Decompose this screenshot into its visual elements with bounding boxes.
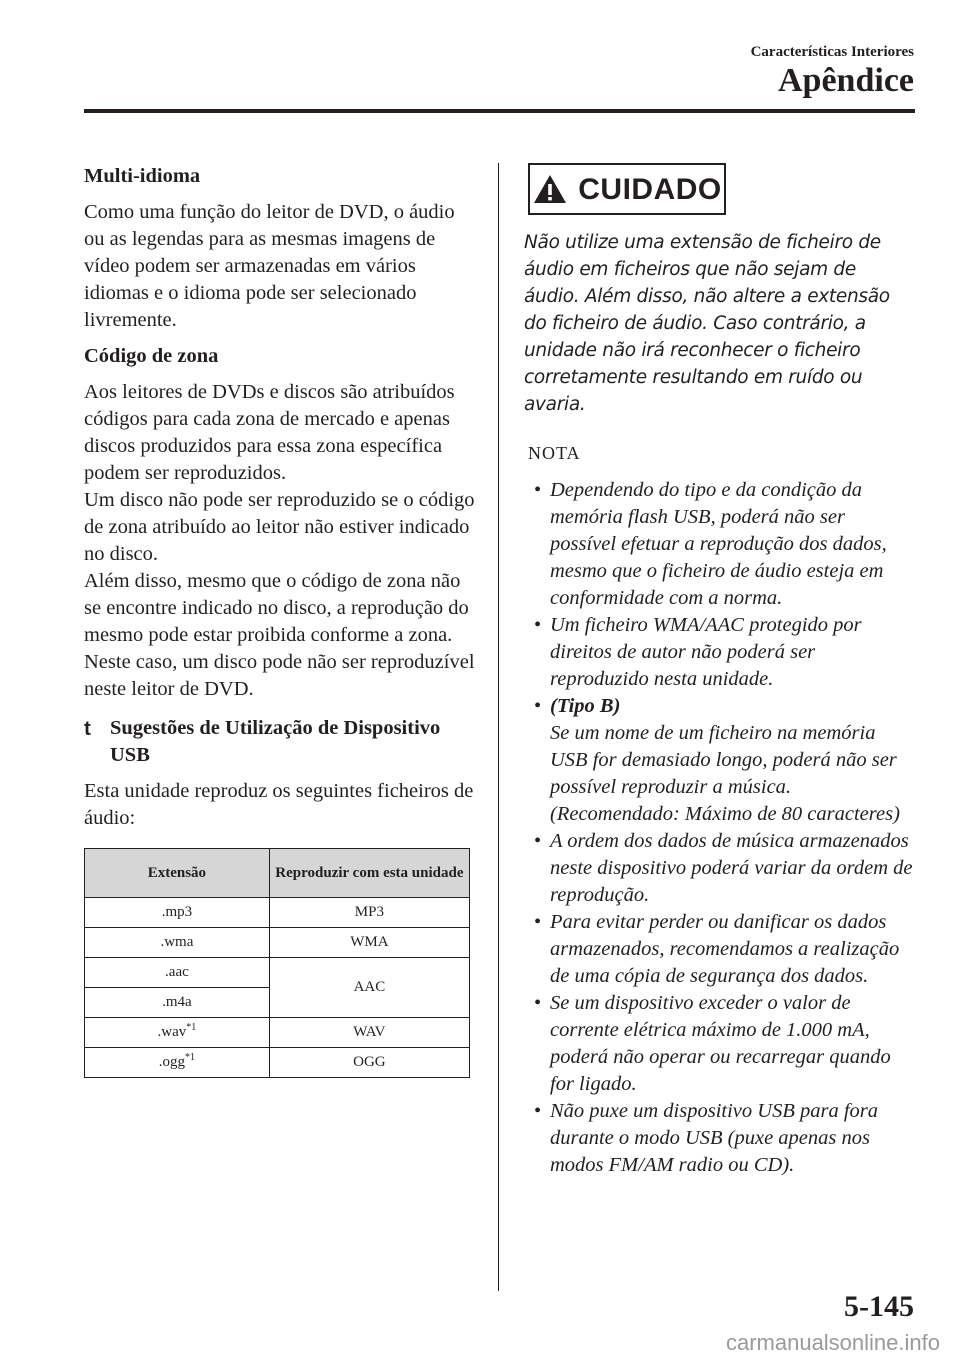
left-column <box>84 163 476 1078</box>
footnote-marker: *1 <box>186 1022 197 1033</box>
bullet-icon: • <box>534 695 542 717</box>
list-item <box>524 828 916 909</box>
paragraph-usb-intro: Esta unidade reproduz os seguintes ficheiros de áudio: <box>84 780 474 829</box>
table-row <box>85 1048 470 1078</box>
note-text: Se um dispositivo exceder o valor de corrente elétrica máximo de 1.000 mA, poderá não operar ou recarregar quando for ligado. <box>550 992 891 1095</box>
section-marker-icon: t <box>84 717 91 740</box>
table-row <box>85 898 470 928</box>
chapter-title: Apêndice <box>778 62 914 99</box>
table-cell: MP3 <box>269 898 469 928</box>
table-cell: WAV <box>269 1018 469 1048</box>
paragraph-codigo-zona <box>84 379 476 703</box>
right-column <box>524 163 916 1179</box>
page-number: 5-145 <box>844 1290 914 1323</box>
table-header-row <box>85 849 470 898</box>
list-item <box>524 990 916 1098</box>
note-text: Se um nome de um ficheiro na memória USB for demasiado longo, poderá não ser possível reproduzir a música. (Recomendado: Máximo de 80 caracteres) <box>550 722 900 825</box>
table-cell: OGG <box>269 1048 469 1078</box>
bullet-icon: • <box>534 614 542 636</box>
note-text: Não puxe um dispositivo USB para fora durante o modo USB (puxe apenas nos modos FM/AM radio ou CD). <box>550 1100 878 1176</box>
note-text: Para evitar perder ou danificar os dados armazenados, recomendamos a realização de uma cópia de segurança dos dados. <box>550 911 900 987</box>
note-text: A ordem dos dados de música armazenados neste dispositivo poderá variar da ordem de reprodução. <box>550 830 913 906</box>
column-divider <box>498 163 499 1291</box>
table-cell: .mp3 <box>85 898 270 928</box>
table-cell-text: .ogg <box>158 1054 186 1070</box>
header-rule <box>84 109 915 113</box>
footnote-marker: *1 <box>185 1052 196 1063</box>
paragraph-multi-idioma: Como uma função do leitor de DVD, o áudio ou as legendas para as mesmas imagens de vídeo podem ser armazenadas em vários idiomas e o idioma pode ser selecionado livremente. <box>84 201 455 331</box>
table-cell: .wma <box>85 928 270 958</box>
bullet-icon: • <box>534 992 542 1014</box>
subheading-usb <box>84 715 476 769</box>
caution-banner <box>528 163 726 215</box>
watermark: carmanualsonline.info <box>725 1330 940 1355</box>
heading-codigo-zona: Código de zona <box>84 345 219 367</box>
caution-label: CUIDADO <box>578 172 722 206</box>
table-cell <box>85 1018 270 1048</box>
note-text: Dependendo do tipo e da condição da memória flash USB, poderá não ser possível efetuar a reprodução dos dados, mesmo que o ficheiro de áudio esteja em conformidade com a norma. <box>550 479 887 609</box>
list-item <box>524 1098 916 1179</box>
table-cell: AAC <box>269 958 469 1018</box>
list-item <box>524 909 916 990</box>
table-header-extension: Extensão <box>85 849 270 898</box>
table-row <box>85 958 470 988</box>
warning-triangle-icon <box>532 173 568 205</box>
nota-heading: NOTA <box>528 443 581 463</box>
bullet-icon: • <box>534 911 542 933</box>
subheading-usb-text: Sugestões de Utilização de Dispositivo USB <box>110 717 441 766</box>
paragraph-zona-1: Aos leitores de DVDs e discos são atribuídos códigos para cada zona de mercado e apenas discos produzidos para essa zona específica podem ser reproduzidos. <box>84 381 455 484</box>
bullet-icon: • <box>534 1100 542 1122</box>
paragraph-zona-3: Além disso, mesmo que o código de zona não se encontre indicado no disco, a reprodução do mesmo pode estar proibida conforme a zona. Neste caso, um disco pode não ser reproduzível neste leitor de DVD. <box>84 570 475 700</box>
section-title: Características Interiores <box>750 44 914 60</box>
note-title: (Tipo B) <box>550 695 621 717</box>
caution-text: Não utilize uma extensão de ficheiro de áudio em ficheiros que não sejam de áudio. Além disso, não altere a extensão do ficheiro de áudio. Caso contrário, a unidade não irá reconhecer o ficheiro corretamente resultando em ruído ou avaria. <box>524 232 890 415</box>
list-item <box>524 612 916 693</box>
note-text: Um ficheiro WMA/AAC protegido por direitos de autor não poderá ser reproduzido nesta unidade. <box>550 614 862 690</box>
table-row <box>85 928 470 958</box>
table-header-playback: Reproduzir com esta unidade <box>269 849 469 898</box>
bullet-icon: • <box>534 479 542 501</box>
table-cell: WMA <box>269 928 469 958</box>
table-cell: .aac <box>85 958 270 988</box>
table-row <box>85 1018 470 1048</box>
table-cell-text: .wav <box>157 1024 187 1040</box>
audio-format-table <box>84 848 470 1078</box>
list-item <box>524 477 916 612</box>
list-item <box>524 693 916 828</box>
bullet-icon: • <box>534 830 542 852</box>
heading-multi-idioma: Multi-idioma <box>84 165 201 187</box>
notes-list <box>524 477 916 1179</box>
table-cell <box>85 1048 270 1078</box>
table-cell: .m4a <box>85 988 270 1018</box>
paragraph-zona-2: Um disco não pode ser reproduzido se o código de zona atribuído ao leitor não estiver indicado no disco. <box>84 489 475 565</box>
